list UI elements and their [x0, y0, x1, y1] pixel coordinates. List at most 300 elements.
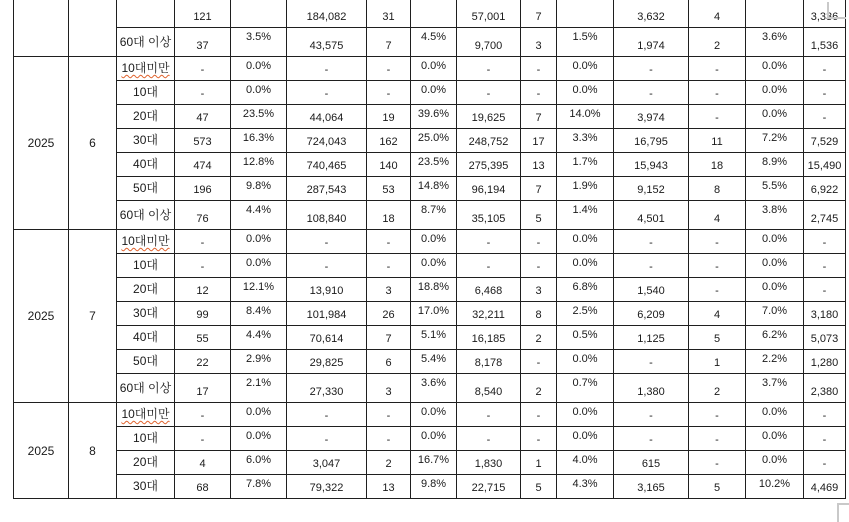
percent-cell[interactable]: 2.5% [557, 302, 614, 326]
amount-cell[interactable]: 13,910 [287, 278, 367, 302]
percent-cell[interactable]: 0.0% [746, 278, 804, 302]
year-cell[interactable]: 2025 [14, 230, 69, 403]
amount-cell[interactable]: 29,825 [287, 350, 367, 374]
percent-cell[interactable]: 1.5% [557, 28, 614, 57]
count-cell[interactable]: - [689, 105, 746, 129]
count-cell[interactable]: - [175, 403, 231, 427]
count-cell[interactable]: 18 [689, 153, 746, 177]
amount-cell[interactable]: 96,194 [457, 177, 521, 201]
count-cell[interactable]: 99 [175, 302, 231, 326]
count-cell[interactable]: - [521, 427, 557, 451]
table-row [14, 81, 846, 105]
age-group-cell[interactable] [117, 374, 175, 403]
count-cell[interactable]: 7 [521, 0, 557, 28]
amount-cell[interactable]: 3,047 [287, 451, 367, 475]
percent-cell[interactable]: 0.0% [411, 81, 457, 105]
percent-cell[interactable]: 7.0% [746, 302, 804, 326]
amount-cell[interactable]: 22,715 [457, 475, 521, 499]
table-row [14, 350, 846, 374]
table-row [14, 177, 846, 201]
percent-cell[interactable]: 0.0% [557, 254, 614, 278]
percent-cell[interactable]: 7.8% [231, 475, 287, 499]
amount-cell[interactable]: 4,501 [614, 201, 689, 230]
amount-cell[interactable]: 43,575 [287, 28, 367, 57]
count-cell[interactable]: 4 [175, 451, 231, 475]
count-cell[interactable]: 55 [175, 326, 231, 350]
percent-cell[interactable]: 0.0% [231, 57, 287, 81]
amount-cell[interactable]: 740,465 [287, 153, 367, 177]
percent-cell[interactable]: 0.0% [746, 403, 804, 427]
page-corner-mark-top-right [827, 2, 846, 19]
percent-cell[interactable]: 0.0% [231, 254, 287, 278]
table-body [14, 0, 846, 499]
percent-cell[interactable]: 4.5% [411, 28, 457, 57]
age-group-cell[interactable] [117, 326, 175, 350]
age-group-cell[interactable] [117, 451, 175, 475]
percent-cell[interactable]: 8.9% [746, 153, 804, 177]
count-cell[interactable]: 2 [521, 326, 557, 350]
table-row [14, 475, 846, 499]
amount-cell[interactable]: 19,625 [457, 105, 521, 129]
amount-cell[interactable]: 108,840 [287, 201, 367, 230]
percent-cell[interactable]: 25.0% [411, 129, 457, 153]
percent-cell[interactable]: 17.0% [411, 302, 457, 326]
percent-cell[interactable]: 1.4% [557, 201, 614, 230]
percent-cell[interactable] [557, 0, 614, 28]
age-group-label: 60대 이상 [119, 207, 172, 222]
count-cell[interactable]: 4 [689, 0, 746, 28]
table-row [14, 230, 846, 254]
age-group-cell[interactable] [117, 177, 175, 201]
count-cell[interactable]: - [367, 230, 411, 254]
percent-cell[interactable]: 5.5% [746, 177, 804, 201]
table-row [14, 105, 846, 129]
count-cell[interactable]: - [689, 254, 746, 278]
percent-cell[interactable]: 4.3% [557, 475, 614, 499]
amount-cell[interactable]: 6,468 [457, 278, 521, 302]
count-cell[interactable]: - [689, 403, 746, 427]
count-cell[interactable]: 37 [175, 28, 231, 57]
percent-cell[interactable]: 0.0% [557, 57, 614, 81]
percent-cell[interactable]: 1.9% [557, 177, 614, 201]
count-cell[interactable]: 47 [175, 105, 231, 129]
amount-cell[interactable]: - [804, 105, 846, 129]
amount-cell[interactable]: - [804, 278, 846, 302]
count-cell[interactable]: - [367, 403, 411, 427]
amount-cell[interactable]: - [804, 230, 846, 254]
age-group-cell[interactable] [117, 81, 175, 105]
count-cell[interactable]: 5 [521, 475, 557, 499]
count-cell[interactable]: 7 [521, 177, 557, 201]
month-cell[interactable] [69, 0, 117, 57]
percent-cell[interactable]: 12.8% [231, 153, 287, 177]
percent-cell[interactable]: 39.6% [411, 105, 457, 129]
count-cell[interactable]: 31 [367, 0, 411, 28]
table-row [14, 427, 846, 451]
percent-cell[interactable]: 2.9% [231, 350, 287, 374]
count-cell[interactable]: 17 [175, 374, 231, 403]
count-cell[interactable]: 68 [175, 475, 231, 499]
amount-cell[interactable]: 3,165 [614, 475, 689, 499]
count-cell[interactable]: - [689, 57, 746, 81]
amount-cell[interactable]: - [287, 57, 367, 81]
amount-cell[interactable]: 3,336 [804, 0, 846, 28]
count-cell[interactable]: 8 [689, 177, 746, 201]
count-cell[interactable]: 5 [689, 475, 746, 499]
amount-cell[interactable]: 1,540 [614, 278, 689, 302]
percent-cell[interactable] [411, 0, 457, 28]
percent-cell[interactable]: 5.1% [411, 326, 457, 350]
percent-cell[interactable]: 10.2% [746, 475, 804, 499]
age-group-cell[interactable] [117, 153, 175, 177]
age-group-cell[interactable] [117, 105, 175, 129]
year-cell[interactable]: 2025 [14, 403, 69, 499]
percent-cell[interactable]: 2.2% [746, 350, 804, 374]
count-cell[interactable]: 8 [521, 302, 557, 326]
percent-cell[interactable]: 4.4% [231, 201, 287, 230]
amount-cell[interactable]: 35,105 [457, 201, 521, 230]
count-cell[interactable]: - [367, 254, 411, 278]
percent-cell[interactable]: 8.4% [231, 302, 287, 326]
count-cell[interactable]: 3 [521, 278, 557, 302]
amount-cell[interactable]: 3,974 [614, 105, 689, 129]
age-group-cell[interactable] [117, 403, 175, 427]
percent-cell[interactable]: 12.1% [231, 278, 287, 302]
percent-cell[interactable]: 0.0% [411, 403, 457, 427]
age-group-label: 10대미만 [121, 407, 170, 421]
count-cell[interactable]: - [175, 230, 231, 254]
percent-cell[interactable]: 0.0% [411, 230, 457, 254]
amount-cell[interactable]: 79,322 [287, 475, 367, 499]
amount-cell[interactable]: - [614, 81, 689, 105]
amount-cell[interactable]: 6,209 [614, 302, 689, 326]
table-row [14, 28, 846, 57]
amount-cell[interactable]: 7,529 [804, 129, 846, 153]
amount-cell[interactable]: - [614, 230, 689, 254]
amount-cell[interactable]: - [457, 230, 521, 254]
age-group-label: 40대 [133, 330, 158, 344]
count-cell[interactable]: - [521, 57, 557, 81]
table-row [14, 302, 846, 326]
amount-cell[interactable]: - [287, 427, 367, 451]
age-group-label: 10대미만 [121, 61, 170, 75]
amount-cell[interactable]: 1,125 [614, 326, 689, 350]
percent-cell[interactable]: 6.2% [746, 326, 804, 350]
count-cell[interactable]: - [689, 427, 746, 451]
count-cell[interactable]: 3 [367, 374, 411, 403]
percent-cell[interactable]: 9.8% [411, 475, 457, 499]
age-group-cell[interactable] [117, 57, 175, 81]
count-cell[interactable]: - [521, 350, 557, 374]
amount-cell[interactable]: - [457, 427, 521, 451]
age-statistics-table[interactable] [13, 0, 846, 499]
amount-cell[interactable]: 27,330 [287, 374, 367, 403]
count-cell[interactable]: 26 [367, 302, 411, 326]
table-row [14, 201, 846, 230]
amount-cell[interactable]: - [804, 403, 846, 427]
age-group-label: 30대 [133, 133, 158, 147]
age-group-cell[interactable] [117, 230, 175, 254]
percent-cell[interactable]: 0.0% [411, 254, 457, 278]
table-row [14, 374, 846, 403]
count-cell[interactable]: 196 [175, 177, 231, 201]
percent-cell[interactable]: 4.4% [231, 326, 287, 350]
percent-cell[interactable]: 3.6% [411, 374, 457, 403]
percent-cell[interactable]: 0.7% [557, 374, 614, 403]
amount-cell[interactable]: 9,700 [457, 28, 521, 57]
age-group-cell[interactable] [117, 0, 175, 28]
percent-cell[interactable]: 23.5% [231, 105, 287, 129]
percent-cell[interactable]: 6.0% [231, 451, 287, 475]
percent-cell[interactable]: 16.7% [411, 451, 457, 475]
amount-cell[interactable]: - [614, 403, 689, 427]
count-cell[interactable]: - [367, 427, 411, 451]
amount-cell[interactable]: 8,178 [457, 350, 521, 374]
percent-cell[interactable]: 0.0% [231, 427, 287, 451]
count-cell[interactable]: 121 [175, 0, 231, 28]
count-cell[interactable]: - [175, 254, 231, 278]
amount-cell[interactable]: 2,745 [804, 201, 846, 230]
percent-cell[interactable]: 18.8% [411, 278, 457, 302]
count-cell[interactable]: 7 [367, 326, 411, 350]
count-cell[interactable]: 12 [175, 278, 231, 302]
age-group-label: 50대 [133, 181, 158, 195]
amount-cell[interactable]: 9,152 [614, 177, 689, 201]
count-cell[interactable]: - [689, 451, 746, 475]
amount-cell[interactable]: 44,064 [287, 105, 367, 129]
table-row [14, 451, 846, 475]
age-group-cell[interactable] [117, 475, 175, 499]
month-cell[interactable]: 6 [69, 57, 117, 230]
count-cell[interactable]: 6 [367, 350, 411, 374]
percent-cell[interactable]: 0.0% [231, 403, 287, 427]
amount-cell[interactable]: 1,280 [804, 350, 846, 374]
percent-cell[interactable] [231, 0, 287, 28]
count-cell[interactable]: 573 [175, 129, 231, 153]
count-cell[interactable]: - [521, 81, 557, 105]
age-group-label: 20대 [133, 455, 158, 469]
age-group-cell[interactable] [117, 254, 175, 278]
count-cell[interactable]: 140 [367, 153, 411, 177]
percent-cell[interactable]: 0.0% [746, 105, 804, 129]
percent-cell[interactable]: 0.0% [557, 81, 614, 105]
count-cell[interactable]: 2 [367, 451, 411, 475]
count-cell[interactable]: 17 [521, 129, 557, 153]
amount-cell[interactable]: - [804, 451, 846, 475]
age-group-cell[interactable] [117, 28, 175, 57]
percent-cell[interactable]: 14.0% [557, 105, 614, 129]
amount-cell[interactable]: 3,632 [614, 0, 689, 28]
count-cell[interactable]: - [521, 254, 557, 278]
count-cell[interactable]: - [521, 230, 557, 254]
amount-cell[interactable]: 2,380 [804, 374, 846, 403]
table-row [14, 326, 846, 350]
amount-cell[interactable]: - [614, 57, 689, 81]
count-cell[interactable]: 76 [175, 201, 231, 230]
percent-cell[interactable]: 0.0% [746, 57, 804, 81]
amount-cell[interactable]: 70,614 [287, 326, 367, 350]
count-cell[interactable]: - [521, 403, 557, 427]
table-row [14, 57, 846, 81]
count-cell[interactable]: 474 [175, 153, 231, 177]
amount-cell[interactable]: 15,490 [804, 153, 846, 177]
percent-cell[interactable]: 9.8% [231, 177, 287, 201]
table-row [14, 129, 846, 153]
age-group-label: 10대 [133, 431, 158, 445]
count-cell[interactable]: - [689, 278, 746, 302]
percent-cell[interactable]: 3.7% [746, 374, 804, 403]
percent-cell[interactable]: 8.7% [411, 201, 457, 230]
table-row [14, 254, 846, 278]
percent-cell[interactable]: 14.8% [411, 177, 457, 201]
percent-cell[interactable]: 3.5% [231, 28, 287, 57]
amount-cell[interactable]: 5,073 [804, 326, 846, 350]
month-cell[interactable]: 7 [69, 230, 117, 403]
age-group-cell[interactable] [117, 350, 175, 374]
count-cell[interactable]: 22 [175, 350, 231, 374]
percent-cell[interactable] [746, 0, 804, 28]
count-cell[interactable]: 13 [367, 475, 411, 499]
count-cell[interactable]: 2 [689, 28, 746, 57]
count-cell[interactable]: 2 [689, 374, 746, 403]
percent-cell[interactable]: 0.0% [231, 81, 287, 105]
amount-cell[interactable]: 1,380 [614, 374, 689, 403]
amount-cell[interactable]: 15,943 [614, 153, 689, 177]
count-cell[interactable]: 53 [367, 177, 411, 201]
amount-cell[interactable]: - [804, 57, 846, 81]
amount-cell[interactable]: - [804, 254, 846, 278]
amount-cell[interactable]: 4,469 [804, 475, 846, 499]
amount-cell[interactable]: 615 [614, 451, 689, 475]
count-cell[interactable]: 3 [367, 278, 411, 302]
count-cell[interactable]: 1 [521, 451, 557, 475]
amount-cell[interactable]: 248,752 [457, 129, 521, 153]
percent-cell[interactable]: 0.0% [557, 403, 614, 427]
percent-cell[interactable]: 0.0% [411, 427, 457, 451]
count-cell[interactable]: 7 [521, 105, 557, 129]
amount-cell[interactable]: 57,001 [457, 0, 521, 28]
count-cell[interactable]: 19 [367, 105, 411, 129]
count-cell[interactable]: 5 [689, 326, 746, 350]
percent-cell[interactable]: 0.0% [557, 350, 614, 374]
percent-cell[interactable]: 0.0% [231, 230, 287, 254]
amount-cell[interactable]: - [287, 403, 367, 427]
percent-cell[interactable]: 0.0% [746, 81, 804, 105]
age-group-cell[interactable] [117, 427, 175, 451]
amount-cell[interactable]: - [287, 81, 367, 105]
amount-cell[interactable]: 3,180 [804, 302, 846, 326]
amount-cell[interactable]: 1,830 [457, 451, 521, 475]
count-cell[interactable]: - [175, 81, 231, 105]
percent-cell[interactable]: 23.5% [411, 153, 457, 177]
count-cell[interactable]: 7 [367, 28, 411, 57]
amount-cell[interactable]: - [614, 427, 689, 451]
amount-cell[interactable]: - [457, 403, 521, 427]
percent-cell[interactable]: 3.6% [746, 28, 804, 57]
percent-cell[interactable]: 1.7% [557, 153, 614, 177]
amount-cell[interactable]: 724,043 [287, 129, 367, 153]
age-group-label: 30대 [133, 306, 158, 320]
count-cell[interactable]: - [689, 230, 746, 254]
age-group-label: 20대 [133, 282, 158, 296]
amount-cell[interactable]: 16,795 [614, 129, 689, 153]
amount-cell[interactable]: 8,540 [457, 374, 521, 403]
amount-cell[interactable]: - [614, 350, 689, 374]
amount-cell[interactable]: - [804, 81, 846, 105]
percent-cell[interactable]: 7.2% [746, 129, 804, 153]
count-cell[interactable]: 162 [367, 129, 411, 153]
percent-cell[interactable]: 6.8% [557, 278, 614, 302]
percent-cell[interactable]: 0.0% [746, 254, 804, 278]
amount-cell[interactable]: 6,922 [804, 177, 846, 201]
year-cell[interactable] [14, 0, 69, 57]
count-cell[interactable]: - [175, 427, 231, 451]
age-group-label: 10대미만 [121, 234, 170, 248]
amount-cell[interactable]: 287,543 [287, 177, 367, 201]
count-cell[interactable]: 13 [521, 153, 557, 177]
count-cell[interactable]: - [367, 57, 411, 81]
percent-cell[interactable]: 0.0% [746, 427, 804, 451]
percent-cell[interactable]: 3.3% [557, 129, 614, 153]
amount-cell[interactable]: - [614, 254, 689, 278]
month-cell[interactable]: 8 [69, 403, 117, 499]
amount-cell[interactable]: 16,185 [457, 326, 521, 350]
percent-cell[interactable]: 4.0% [557, 451, 614, 475]
count-cell[interactable]: 4 [689, 201, 746, 230]
count-cell[interactable]: - [367, 81, 411, 105]
amount-cell[interactable]: 32,211 [457, 302, 521, 326]
amount-cell[interactable]: 275,395 [457, 153, 521, 177]
count-cell[interactable]: 1 [689, 350, 746, 374]
percent-cell[interactable]: 0.0% [557, 427, 614, 451]
count-cell[interactable]: - [175, 57, 231, 81]
amount-cell[interactable]: - [457, 57, 521, 81]
count-cell[interactable]: 4 [689, 302, 746, 326]
percent-cell[interactable]: 0.5% [557, 326, 614, 350]
amount-cell[interactable]: - [287, 230, 367, 254]
count-cell[interactable]: 5 [521, 201, 557, 230]
year-cell[interactable]: 2025 [14, 57, 69, 230]
amount-cell[interactable]: - [804, 427, 846, 451]
percent-cell[interactable]: 0.0% [557, 230, 614, 254]
count-cell[interactable]: - [689, 81, 746, 105]
percent-cell[interactable]: 16.3% [231, 129, 287, 153]
age-group-cell[interactable] [117, 278, 175, 302]
percent-cell[interactable]: 3.8% [746, 201, 804, 230]
count-cell[interactable]: 11 [689, 129, 746, 153]
amount-cell[interactable]: 1,974 [614, 28, 689, 57]
amount-cell[interactable]: 101,984 [287, 302, 367, 326]
percent-cell[interactable]: 0.0% [411, 57, 457, 81]
amount-cell[interactable]: - [287, 254, 367, 278]
age-group-cell[interactable] [117, 129, 175, 153]
age-group-cell[interactable] [117, 201, 175, 230]
amount-cell[interactable]: - [457, 254, 521, 278]
amount-cell[interactable]: - [457, 81, 521, 105]
amount-cell[interactable]: 1,536 [804, 28, 846, 57]
age-group-cell[interactable] [117, 302, 175, 326]
percent-cell[interactable]: 0.0% [746, 451, 804, 475]
percent-cell[interactable]: 0.0% [746, 230, 804, 254]
count-cell[interactable]: 3 [521, 28, 557, 57]
age-group-label: 10대 [133, 85, 158, 99]
count-cell[interactable]: 2 [521, 374, 557, 403]
count-cell[interactable]: 18 [367, 201, 411, 230]
percent-cell[interactable]: 5.4% [411, 350, 457, 374]
percent-cell[interactable]: 2.1% [231, 374, 287, 403]
age-group-label: 60대 이상 [119, 380, 172, 395]
amount-cell[interactable]: 184,082 [287, 0, 367, 28]
